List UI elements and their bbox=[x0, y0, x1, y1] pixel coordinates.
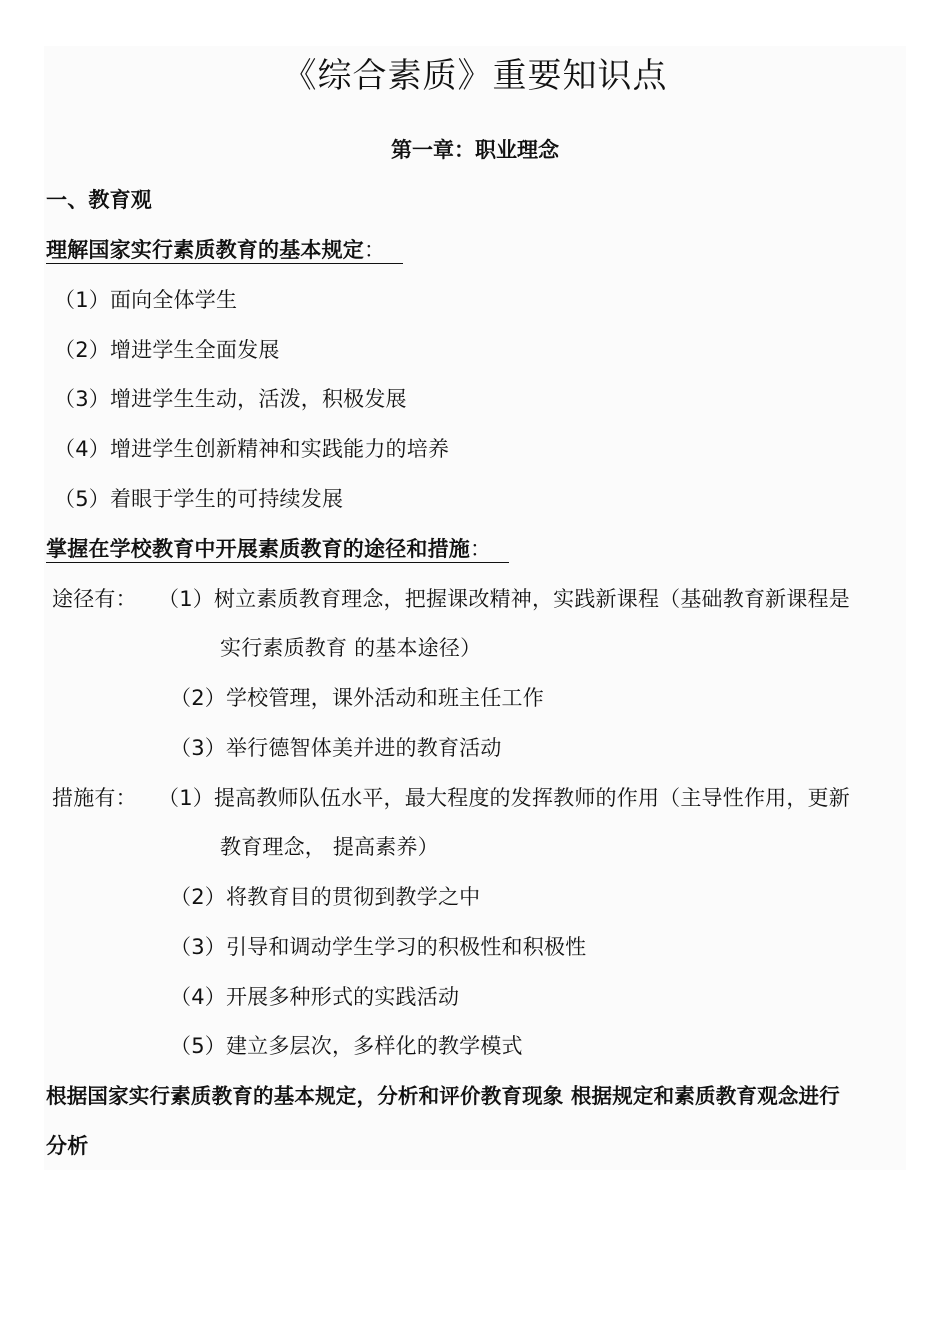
ways-item: （1）树立素质教育理念，把握课改精神，实践新课程（基础教育新课程是 bbox=[158, 587, 850, 611]
subheading-basic-rules-text: 理解国家实行素质教育的基本规定 bbox=[46, 238, 364, 262]
list-item: （2）增进学生全面发展 bbox=[54, 338, 280, 362]
measures-label: 措施有： bbox=[52, 786, 137, 810]
measures-item: （1）提高教师队伍水平，最大程度的发挥教师的作用（主导性作用，更新 bbox=[158, 786, 850, 810]
ways-item-continuation: 实行素质教育 的基本途径） bbox=[220, 636, 482, 660]
measures-item: （4）开展多种形式的实践活动 bbox=[170, 985, 460, 1009]
chapter-heading: 第一章：职业理念 bbox=[391, 138, 559, 162]
ways-item: （3）举行德智体美并进的教育活动 bbox=[170, 736, 502, 760]
list-item: （1）面向全体学生 bbox=[54, 288, 238, 312]
subheading-basic-rules bbox=[46, 235, 403, 265]
subheading-ways-measures-colon: ： bbox=[470, 537, 492, 561]
measures-item: （3）引导和调动学生学习的积极性和积极性 bbox=[170, 935, 587, 959]
section-heading: 一、教育观 bbox=[46, 188, 152, 212]
list-item: （5）着眼于学生的可持续发展 bbox=[54, 487, 344, 511]
document-title: 《综合素质》重要知识点 bbox=[282, 56, 668, 96]
list-item: （4）增进学生创新精神和实践能力的培养 bbox=[54, 437, 450, 461]
list-item: （3）增进学生生动，活泼，积极发展 bbox=[54, 387, 407, 411]
measures-item-continuation: 教育理念， 提高素养） bbox=[220, 835, 439, 859]
closing-heading-line1: 根据国家实行素质教育的基本规定，分析和评价教育现象 根据规定和素质教育观念进行 bbox=[46, 1084, 840, 1108]
subheading-ways-measures-text: 掌握在学校教育中开展素质教育的途径和措施 bbox=[46, 537, 470, 561]
measures-item: （5）建立多层次，多样化的教学模式 bbox=[170, 1034, 523, 1058]
ways-item: （2）学校管理，课外活动和班主任工作 bbox=[170, 686, 544, 710]
ways-label: 途径有： bbox=[52, 587, 137, 611]
subheading-basic-rules-colon: ： bbox=[364, 238, 386, 262]
subheading-ways-measures bbox=[46, 534, 509, 564]
closing-heading-line2: 分析 bbox=[46, 1134, 89, 1158]
measures-item: （2）将教育目的贯彻到教学之中 bbox=[170, 885, 481, 909]
